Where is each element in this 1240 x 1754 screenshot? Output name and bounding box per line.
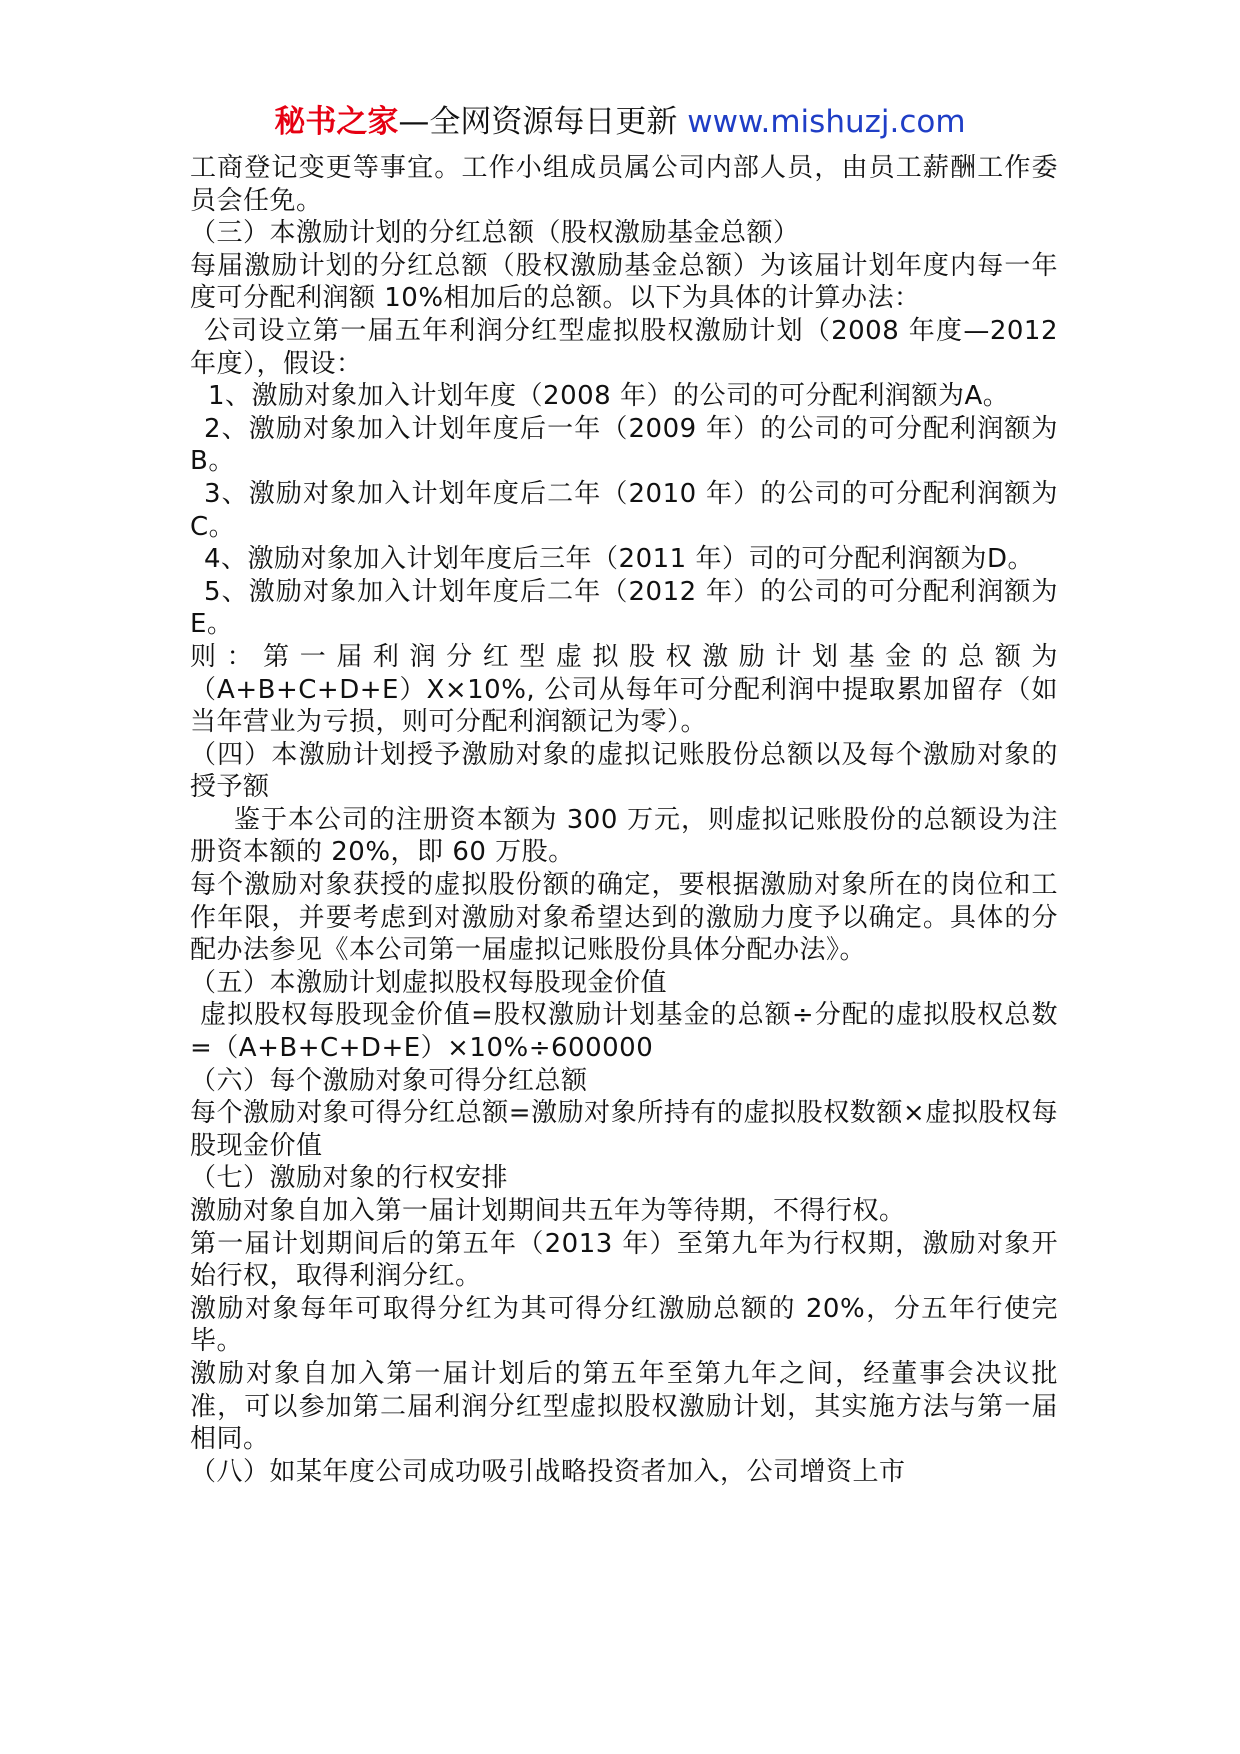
paragraph: 激励对象自加入第一届计划期间共五年为等待期，不得行权。 (190, 1196, 906, 1226)
list-item: 4、激励对象加入计划年度后三年（2011 年）司的可分配利润额为D。 (204, 544, 1034, 575)
header-tagline: —全网资源每日更新 (398, 104, 678, 140)
paragraph: 工商登记变更等事宜。工作小组成员属公司内部人员，由员工薪酬工作委员会任免。 (190, 153, 1058, 216)
paragraph: 则：第一届利润分红型虚拟股权激励计划基金的总额为 (190, 641, 1058, 672)
document-body (190, 152, 1058, 1488)
list-item: 2、激励对象加入计划年度后一年（2009 年）的公司的可分配利润额为 B。 (190, 413, 1058, 477)
paragraph: 每个激励对象获授的虚拟股份额的确定，要根据激励对象所在的岗位和工作年限，并要考虑到对激励对象希望达到的激励力度予以确定。具体的分配办法参见《本公司第一届虚拟记账股份具体分配办法》。 (190, 870, 1058, 966)
section-heading: （六）每个激励对象可得分红总额 (190, 1065, 588, 1096)
paragraph: 公司设立第一届五年利润分红型虚拟股权激励计划（2008 年度—2012 年度），假设： (190, 315, 1058, 379)
paragraph: 鉴于本公司的注册资本额为 300 万元，则虚拟记账股份的总额设为注册资本额的 20%，即 60 万股。 (190, 804, 1058, 868)
brand-name: 秘书之家 (274, 104, 399, 140)
section-heading: （五）本激励计划虚拟股权每股现金价值 (190, 967, 668, 998)
paragraph: 激励对象每年可取得分红为其可得分红激励总额的 20%，分五年行使完毕。 (190, 1293, 1058, 1357)
paragraph: 每个激励对象可得分红总额=激励对象所持有的虚拟股权数额×虚拟股权每股现金价值 (190, 1098, 1058, 1161)
site-url[interactable]: www.mishuzj.com (687, 104, 966, 140)
paragraph: 激励对象自加入第一届计划后的第五年至第九年之间，经董事会决议批准，可以参加第二届利润分红型虚拟股权激励计划，其实施方法与第一届相同。 (190, 1358, 1058, 1455)
section-heading: （八）如某年度公司成功吸引战略投资者加入，公司增资上市 (190, 1456, 906, 1487)
site-header (0, 102, 1240, 142)
section-heading: （七）激励对象的行权安排 (190, 1163, 509, 1194)
section-heading: （三）本激励计划的分红总额（股权激励基金总额） (190, 218, 800, 249)
paragraph: 每届激励计划的分红总额（股权激励基金总额）为该届计划年度内每一年度可分配利润额 10%相加后的总额。以下为具体的计算办法： (190, 250, 1058, 314)
paragraph: 虚拟股权每股现金价值=股权激励计划基金的总额÷分配的虚拟股权总数=（A+B+C+D+E）×10%÷600000 (190, 1000, 1058, 1064)
list-item: 3、激励对象加入计划年度后二年（2010 年）的公司的可分配利润额为 C。 (190, 478, 1058, 542)
list-item: 5、激励对象加入计划年度后二年（2012 年）的公司的可分配利润额为 E。 (190, 576, 1058, 640)
section-heading: （四）本激励计划授予激励对象的虚拟记账股份总额以及每个激励对象的授予额 (190, 739, 1058, 803)
paragraph: （A+B+C+D+E）X×10%, 公司从每年可分配利润中提取累加留存（如当年营业为亏损，则可分配利润额记为零）。 (190, 674, 1058, 738)
list-item: 1、激励对象加入计划年度（2008 年）的公司的可分配利润额为A。 (208, 381, 1010, 412)
paragraph: 第一届计划期间后的第五年（2013 年）至第九年为行权期，激励对象开始行权，取得利润分红。 (190, 1228, 1058, 1292)
